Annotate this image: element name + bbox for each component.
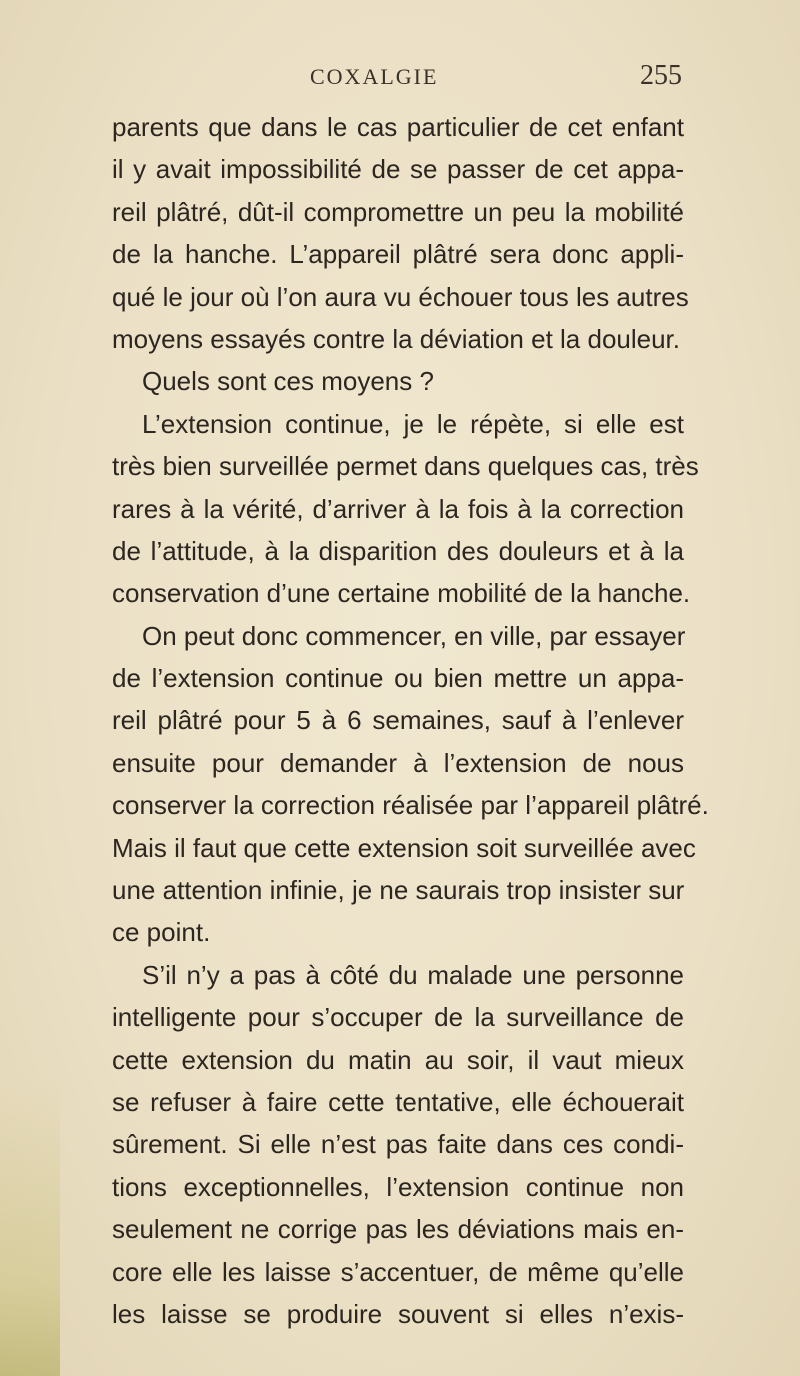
text-line: se refuser à faire cette tentative, elle échouerait — [112, 1086, 684, 1117]
text-line: sûrement. Si elle n’est pas faite dans ces condi- — [112, 1129, 684, 1160]
running-title: COXALGIE — [310, 64, 439, 89]
text-line: une attention infinie, je ne saurais trop insister sur — [112, 875, 685, 906]
text-line: Quels sont ces moyens ? — [142, 366, 434, 397]
text-line: On peut donc commencer, en ville, par essayer — [142, 620, 686, 651]
text-line: rares à la vérité, d’arriver à la fois à la correction — [112, 493, 684, 524]
text-line: seulement ne corrige pas les déviations mais en- — [112, 1214, 684, 1245]
text-line: tions exceptionnelles, l’extension continue non — [112, 1171, 684, 1202]
text-line: cette extension du matin au soir, il vaut mieux — [112, 1044, 684, 1075]
text-line: de l’extension continue ou bien mettre un appa- — [112, 663, 684, 694]
page-stain — [0, 1076, 60, 1376]
text-line: Mais il faut que cette extension soit surveillée avec — [112, 832, 696, 863]
page-header — [0, 60, 800, 104]
text-line: intelligente pour s’occuper de la surveillance de — [112, 1002, 684, 1033]
text-line: core elle les laisse s’accentuer, de même qu’elle — [112, 1256, 684, 1287]
text-line: qué le jour où l’on aura vu échouer tous les autres — [112, 281, 689, 312]
text-line: reil plâtré, dût-il compromettre un peu la mobilité — [112, 196, 684, 227]
text-line: reil plâtré pour 5 à 6 semaines, sauf à l’enlever — [112, 705, 684, 736]
text-line: très bien surveillée permet dans quelques cas, très — [112, 451, 699, 482]
text-line: il y avait impossibilité de se passer de cet appa- — [112, 154, 684, 185]
text-line: ce point. — [112, 917, 211, 948]
text-line: ensuite pour demander à l’extension de nous — [112, 747, 684, 778]
text-line: S’il n’y a pas à côté du malade une personne — [142, 959, 684, 990]
text-line: conservation d’une certaine mobilité de la hanche. — [112, 578, 691, 609]
text-line: les laisse se produire souvent si elles n’exis- — [112, 1298, 684, 1329]
page-number: 255 — [640, 60, 682, 91]
body-text — [112, 106, 709, 1335]
text-line: conserver la correction réalisée par l’appareil plâtré. — [112, 790, 709, 821]
text-line: moyens essayés contre la déviation et la douleur. — [112, 323, 681, 354]
text-line: de l’attitude, à la disparition des douleurs et à la — [112, 535, 684, 566]
text-line: parents que dans le cas particulier de cet enfant — [112, 112, 684, 142]
text-line: de la hanche. L’appareil plâtré sera donc appli- — [112, 239, 684, 270]
text-line: L’extension continue, je le répète, si elle est — [142, 408, 684, 439]
